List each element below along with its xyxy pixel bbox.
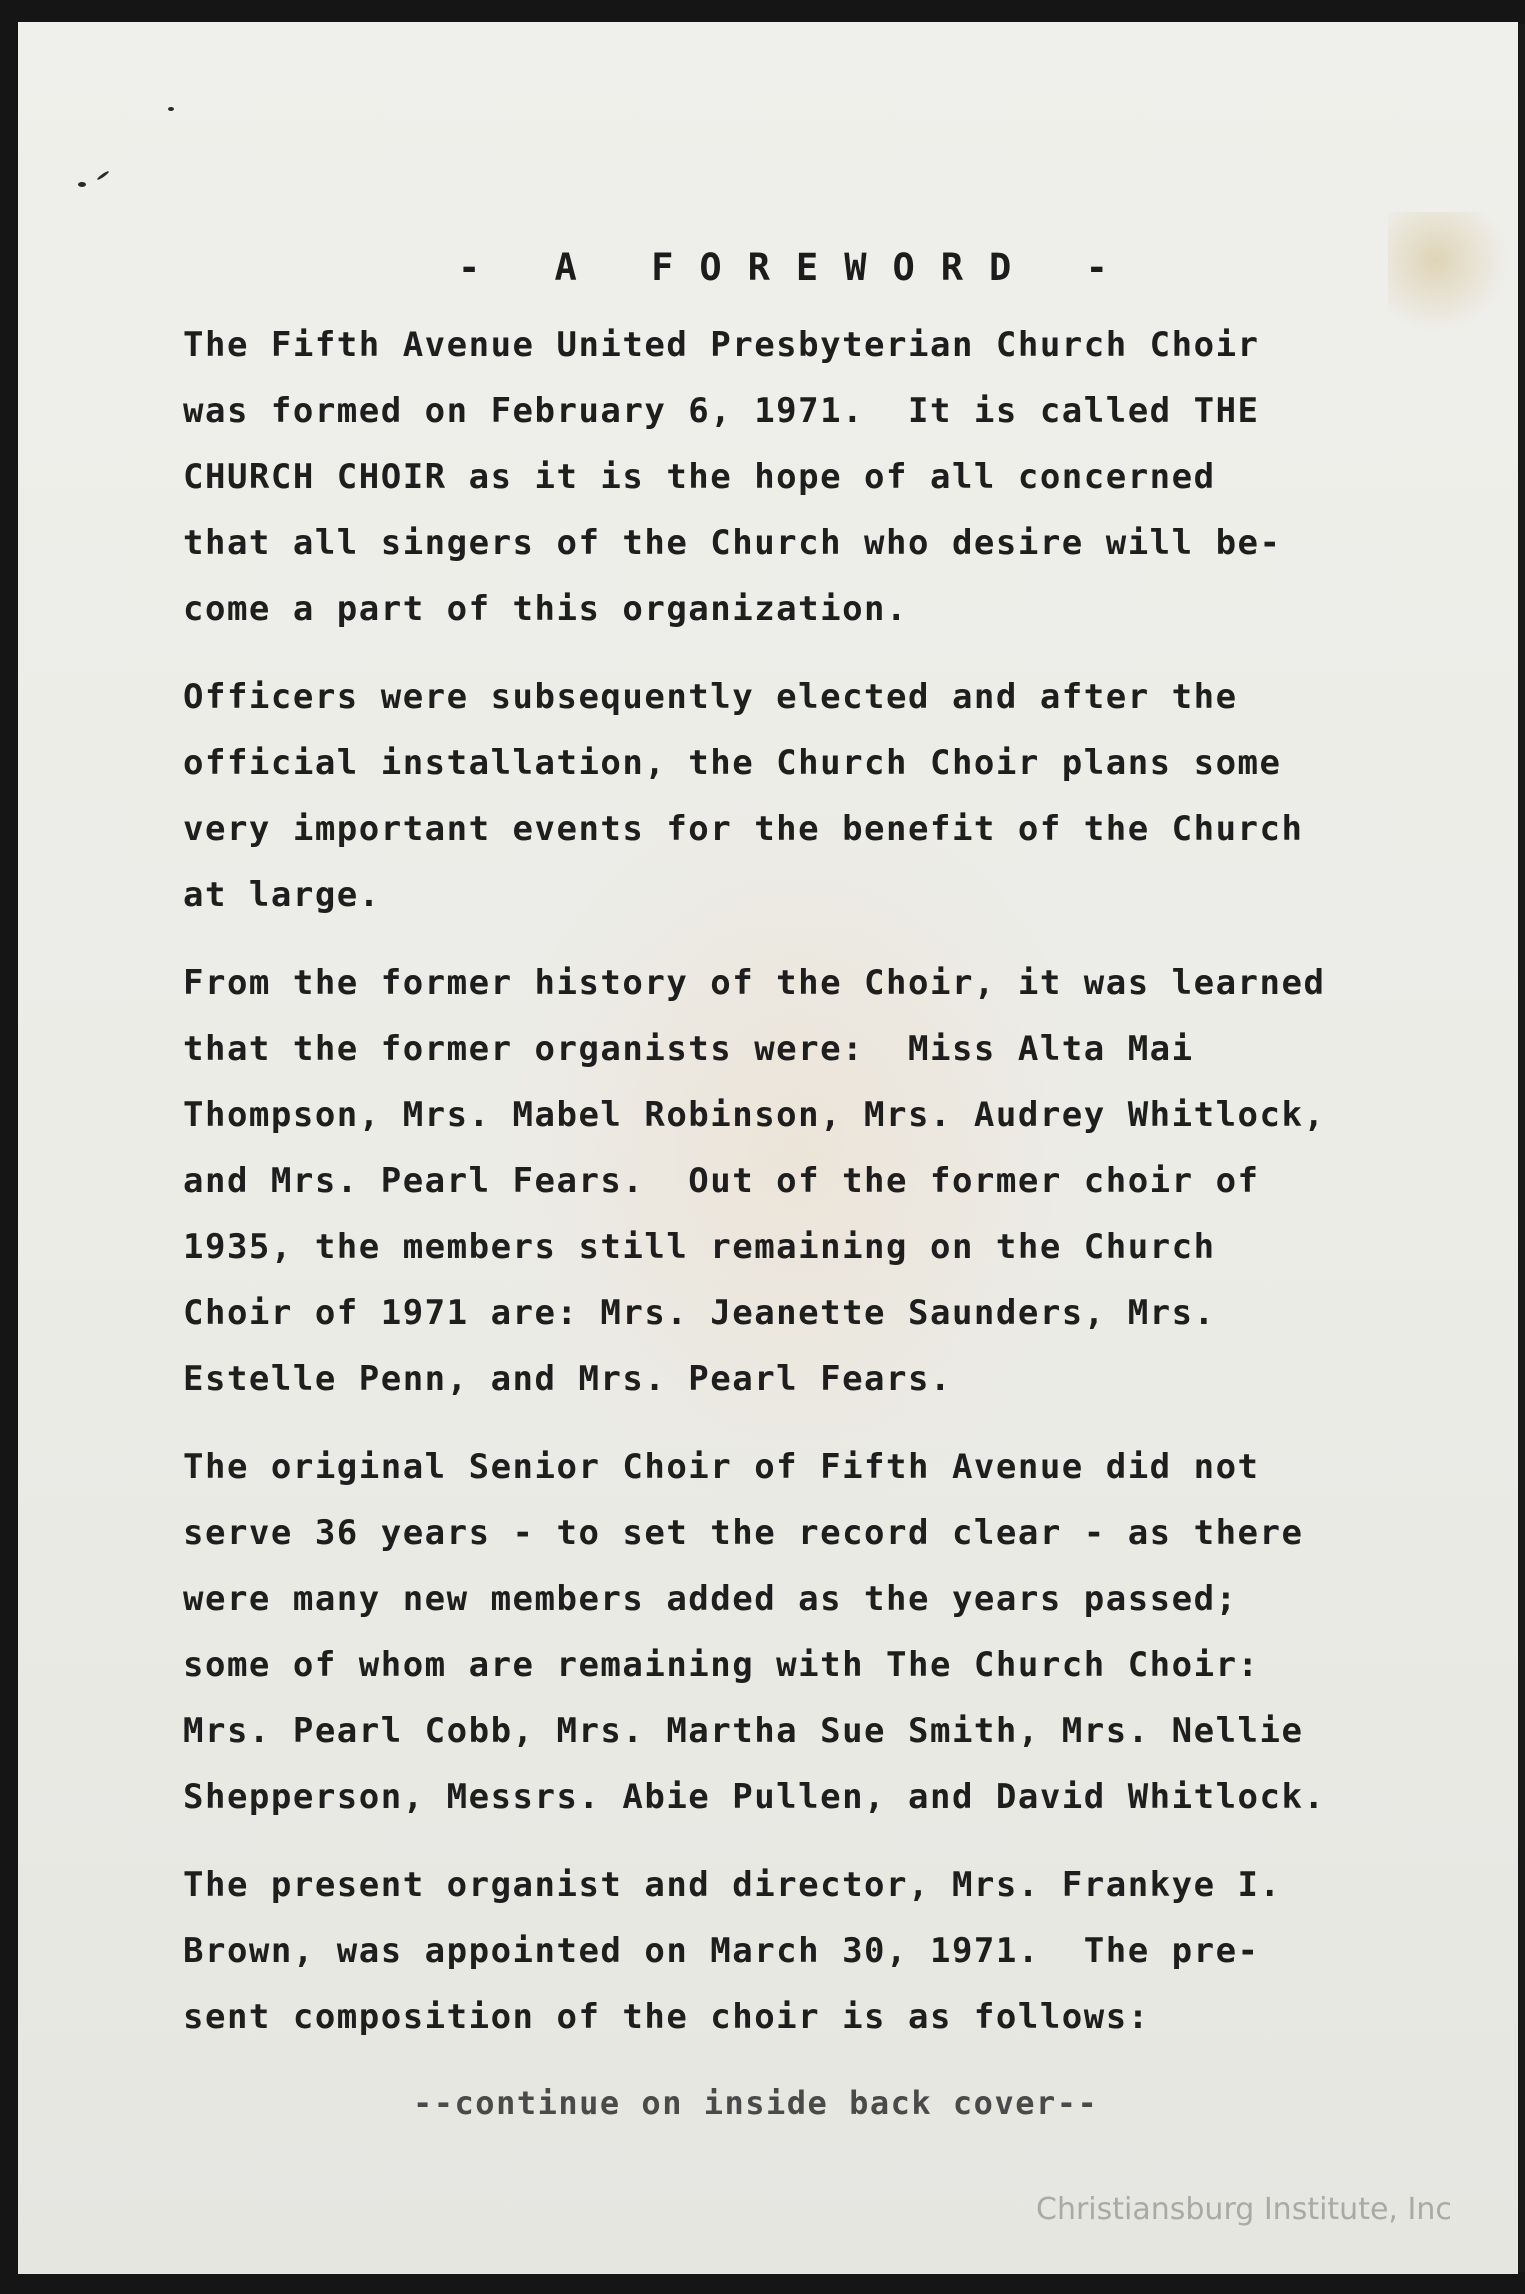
paragraph-gap <box>183 1412 1483 1434</box>
text-line: serve 36 years - to set the record clear - as there <box>183 1513 1304 1553</box>
text-line: was formed on February 6, 1971. It is called THE <box>183 391 1260 431</box>
text-line: that all singers of the Church who desire will be- <box>183 523 1282 563</box>
document-page <box>18 22 1518 2274</box>
scan-border-bottom <box>0 2272 1525 2294</box>
text-line: The present organist and director, Mrs. Frankye I. <box>183 1865 1282 1905</box>
text-line: very important events for the benefit of the Church <box>183 809 1304 849</box>
text-line: and Mrs. Pearl Fears. Out of the former choir of <box>183 1161 1260 1201</box>
text-line: The original Senior Choir of Fifth Avenue did not <box>183 1447 1260 1487</box>
paper-speck <box>96 170 109 180</box>
paragraph-gap <box>183 928 1483 950</box>
foreword-title: - A FOREWORD - <box>458 246 1134 289</box>
paragraph <box>183 1434 1483 1830</box>
paragraph <box>183 950 1483 1412</box>
text-line: CHURCH CHOIR as it is the hope of all concerned <box>183 457 1216 497</box>
text-line: Brown, was appointed on March 30, 1971. The pre- <box>183 1931 1260 1971</box>
text-line: come a part of this organization. <box>183 589 909 629</box>
paragraph <box>183 664 1483 928</box>
text-line: that the former organists were: Miss Alta Mai <box>183 1029 1194 1069</box>
paragraph-gap <box>183 642 1483 664</box>
foreword-body <box>183 312 1483 2050</box>
paragraph <box>183 1852 1483 2050</box>
paragraph-gap <box>183 1830 1483 1852</box>
text-line: official installation, the Church Choir plans some <box>183 743 1282 783</box>
text-line: Estelle Penn, and Mrs. Pearl Fears. <box>183 1359 952 1399</box>
text-line: were many new members added as the years passed; <box>183 1579 1238 1619</box>
text-line: Choir of 1971 are: Mrs. Jeanette Saunders, Mrs. <box>183 1293 1216 1333</box>
text-line: at large. <box>183 875 381 915</box>
text-line: Mrs. Pearl Cobb, Mrs. Martha Sue Smith, Mrs. Nellie <box>183 1711 1304 1751</box>
text-line: Officers were subsequently elected and after the <box>183 677 1238 717</box>
paper-speck <box>78 182 86 187</box>
paragraph <box>183 312 1483 642</box>
text-line: some of whom are remaining with The Church Choir: <box>183 1645 1260 1685</box>
paper-speck <box>168 107 174 111</box>
text-line: From the former history of the Choir, it was learned <box>183 963 1326 1003</box>
continuation-note: --continue on inside back cover-- <box>413 2084 1099 2122</box>
text-line: Thompson, Mrs. Mabel Robinson, Mrs. Audrey Whitlock, <box>183 1095 1326 1135</box>
scan-border-top <box>0 0 1525 24</box>
text-line: 1935, the members still remaining on the Church <box>183 1227 1216 1267</box>
watermark-text: Christiansburg Institute, Inc <box>1036 2192 1452 2227</box>
text-line: The Fifth Avenue United Presbyterian Church Choir <box>183 325 1260 365</box>
text-line: Shepperson, Messrs. Abie Pullen, and David Whitlock. <box>183 1777 1326 1817</box>
scan-border-left <box>0 0 20 2294</box>
text-line: sent composition of the choir is as follows: <box>183 1997 1150 2037</box>
